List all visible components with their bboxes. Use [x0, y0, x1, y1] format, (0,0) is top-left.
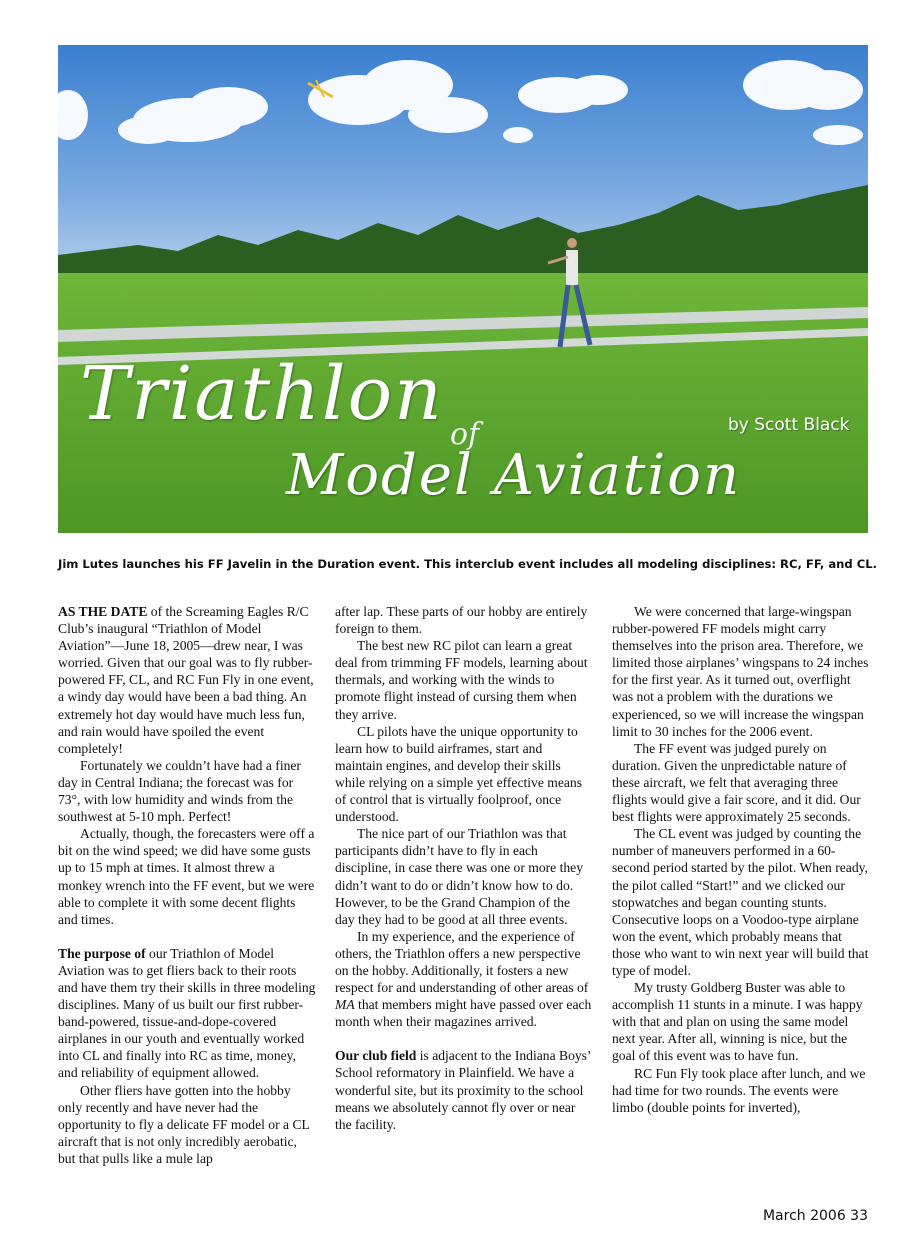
- paragraph: The FF event was judged purely on duration. Given the unpredictable nature of these aircraft, we felt that averaging three flights would give a fair score, and it did. Our best flights were approximately 25 seconds.: [612, 740, 861, 825]
- paragraph: The purpose of our Triathlon of Model Aviation was to get fliers back to their roots and have them try their skills in three modeling disciplines. Many of us built our first rubber-band-powered, tissue-and-dope-covered airplanes in our youth and eventually worked into CL and finally into RC as time, money, and reliability of equipment allowed.: [58, 945, 316, 1081]
- text-column-1: [58, 603, 316, 1167]
- paragraph: My trusty Goldberg Buster was able to accomplish 11 stunts in a minute. I was happy with that and plan on using the same model next year. After all, winning is nice, but the goal of this event was to have fun.: [612, 980, 863, 1064]
- article-title-line1: Triathlon: [80, 351, 444, 437]
- page-folio: March 2006 33: [762, 1208, 868, 1224]
- text-column-2: [335, 603, 593, 1133]
- hero-photo: [58, 45, 868, 533]
- paragraph: Actually, though, the forecasters were off a bit on the wind speed; we did have some gusts up to 15 mph at times. It almost threw a monkey wrench into the FF event, but we were able to complete it with some decent flights and times.: [58, 826, 315, 927]
- article-title-of: of: [450, 417, 480, 452]
- paragraph: We were concerned that large-wingspan rubber-powered FF models might carry themselves into the prison area. Therefore, we limited those airplanes’ wingspans to 24 inches for the first year. As it turned out, overflight was not a problem with the durations we experienced, so we will increase the wingspan limit to 30 inches for the 2006 event.: [612, 604, 869, 739]
- photo-caption: Jim Lutes launches his FF Javelin in the Duration event. This interclub event includes all modeling disciplines: RC, FF, and CL.: [58, 557, 878, 571]
- article-title-line2: Model Aviation: [286, 443, 742, 508]
- lead-in: AS THE DATE: [58, 604, 148, 619]
- paragraph: AS THE DATE of the Screaming Eagles R/C Club’s inaugural “Triathlon of Model Aviation”—June 18, 2005—drew near, I was worried. Given that our goal was to fly rubber-powered FF, CL, and RC Fun Fly in one event, a windy day would have been a bad thing. An extremely hot day would have much less fun, and rain would have spoiled the event completely!: [58, 604, 314, 756]
- paragraph: The best new RC pilot can learn a great deal from trimming FF models, learning about thermals, and working with the winds to promote flight instead of cursing them when they arrive.: [335, 638, 588, 722]
- paragraph: The nice part of our Triathlon was that participants didn’t have to fly in each discipline, in case there was one or more they didn’t want to do or didn’t know how to do. However, to be the Grand Champion of the day they had to be good at all three events.: [335, 826, 583, 927]
- lead-in: Our club field: [335, 1048, 417, 1064]
- paragraph: Our club field is adjacent to the Indiana Boys’ School reformatory in Plainfield. We have a wonderful site, but its proximity to the school means we absolutely cannot fly over or near the facility.: [335, 1048, 591, 1132]
- paragraph: In my experience, and the experience of others, the Triathlon offers a new perspective on the hobby. Additionally, it fosters a new respect for and understanding of other areas of MA that members might have passed over each month when their magazines arrived.: [335, 928, 592, 1030]
- paragraph: RC Fun Fly took place after lunch, and we had time for two rounds. The events were limbo (double points for inverted),: [612, 1065, 866, 1115]
- paragraph: The CL event was judged by counting the number of maneuvers performed in a 60-second period started by the pilot. When ready, the pilot called “Start!” and we clicked our stopwatches and began counting stunts. Consecutive loops on a Voodoo-type airplane won the event, which probably means that those who want to win next year will build that type of model.: [612, 826, 869, 978]
- lead-in: The purpose of: [58, 945, 146, 961]
- paragraph: Fortunately we couldn’t have had a finer day in Central Indiana; the forecast was for 73°, with low humidity and winds from the southwest at 5-10 mph. Perfect!: [58, 757, 301, 825]
- text-column-3: [612, 603, 870, 1116]
- byline: by Scott Black: [728, 415, 850, 435]
- paragraph: CL pilots have the unique opportunity to learn how to build airframes, start and maintain engines, and develop their skills while relying on a simple yet effective means of control that is virtually foolproof, once understood.: [335, 723, 582, 825]
- paragraph: Other fliers have gotten into the hobby only recently and have never had the opportunity to fly a delicate FF model or a CL aircraft that is not only incredibly aerobatic, but that pulls like a mule lap: [58, 1082, 310, 1166]
- paragraph: after lap. These parts of our hobby are entirely foreign to them.: [335, 604, 588, 637]
